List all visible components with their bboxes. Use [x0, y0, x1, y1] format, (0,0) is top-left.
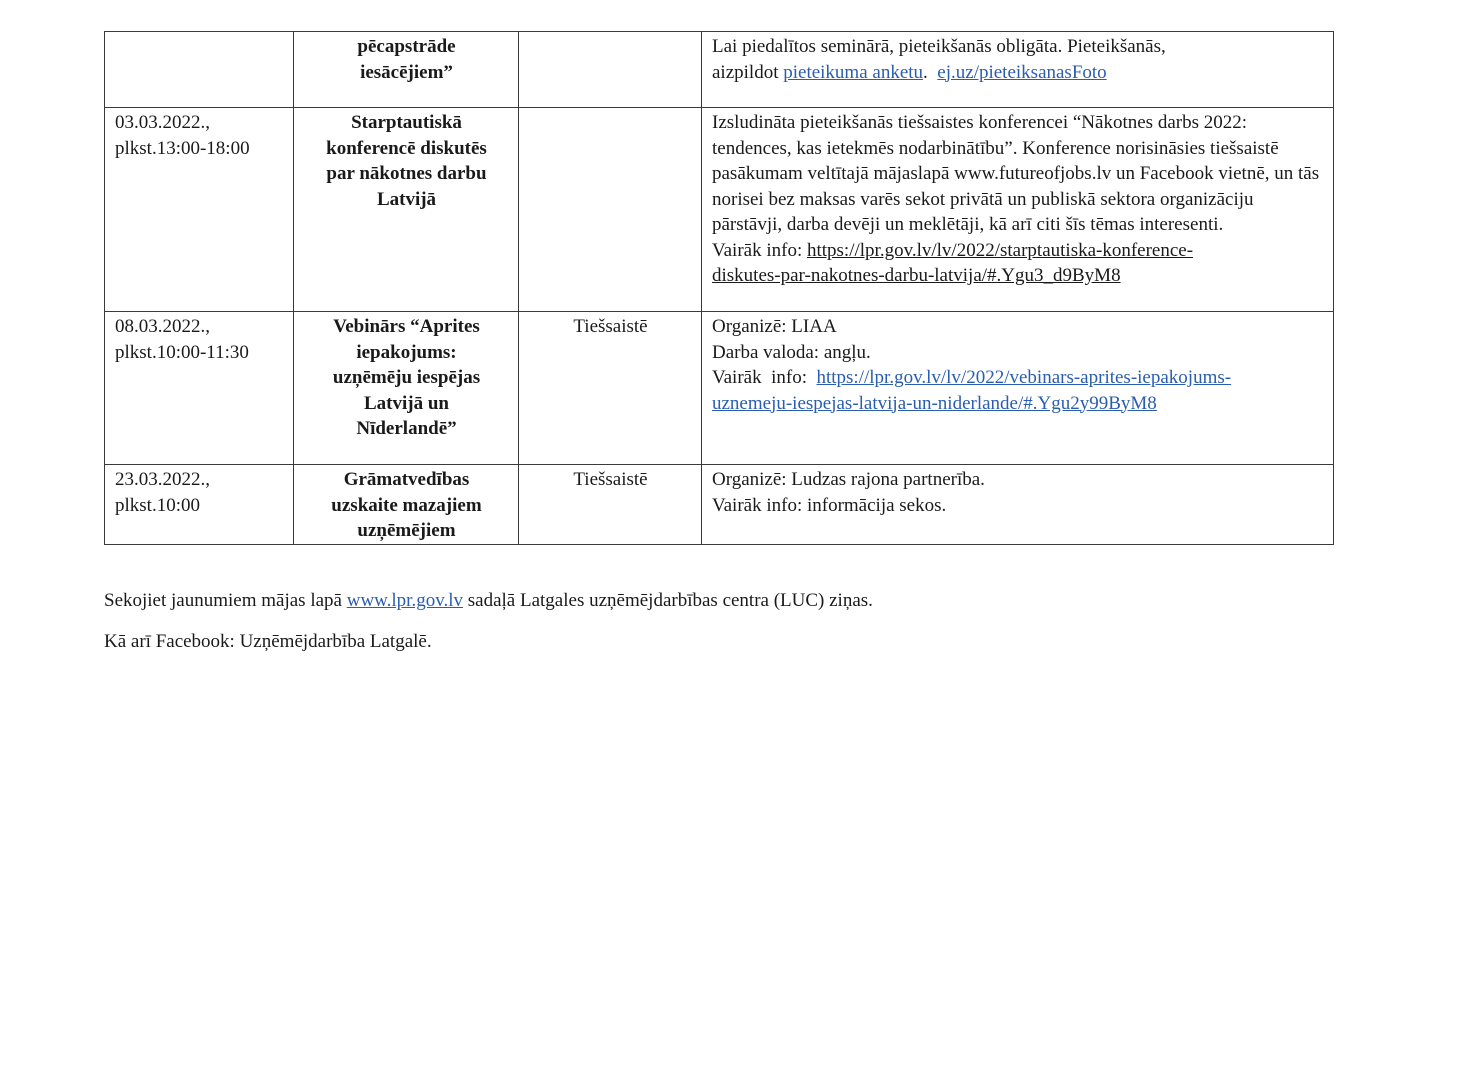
organizer: Organizē: LIAA [712, 316, 837, 337]
event-description: Lai piedalītos seminārā, pieteikšanās obligāta. Pieteikšanās, aizpildot pieteikuma anketu. ej.uz/pieteiksanasFoto [702, 32, 1334, 108]
event-title: Vebinārs “Aprites iepakojums: uzņēmēju iespējas Latvijā un Nīderlandē” [294, 312, 519, 465]
date-cell [105, 312, 294, 465]
more-info-link-continued[interactable]: diskutes-par-nakotnes-darbu-latvija/#.Ygu3_d9ByM8 [712, 265, 1121, 286]
more-info-link-continued[interactable]: uznemeju-iespejas-latvija-un-niderlande/#.Ygu2y99ByM8 [712, 392, 1157, 414]
organizer: Organizē: Ludzas rajona partnerība. [712, 469, 985, 490]
event-venue [519, 108, 702, 312]
event-time: plkst.13:00-18:00 [115, 137, 250, 159]
language: Darba valoda: angļu. [712, 341, 871, 363]
table-row [105, 465, 1334, 545]
event-date: 03.03.2022., [115, 112, 210, 133]
registration-short-link[interactable]: ej.uz/pieteiksanasFoto [937, 61, 1107, 83]
events-table [104, 31, 1334, 545]
table-row [105, 312, 1334, 465]
footer-facebook-paragraph: Kā arī Facebook: Uzņēmējdarbība Latgalē. [104, 631, 432, 652]
event-title: Grāmatvedības uzskaite mazajiem uzņēmējiem [294, 465, 519, 545]
footer-news-paragraph: Sekojiet jaunumiem mājas lapā www.lpr.gov.lv sadaļā Latgales uzņēmējdarbības centra (LUC) ziņas. [104, 590, 873, 611]
website-link[interactable]: www.lpr.gov.lv [346, 590, 464, 611]
event-venue: Tiešsaistē [519, 312, 702, 465]
event-time: plkst.10:00-11:30 [115, 341, 249, 363]
event-description [702, 465, 1334, 545]
application-form-link[interactable]: pieteikuma anketu [783, 61, 924, 83]
event-description: Organizē: LIAA Darba valoda: angļu. Vairāk info: https://lpr.gov.lv/lv/2022/vebinars-aprites-iepakojums- uznemeju-iespejas-latvija-un-niderlande/#.Ygu2y99ByM8 [702, 312, 1334, 465]
event-title: pēcapstrāde iesācējiem” [294, 32, 519, 108]
more-info-link[interactable]: https://lpr.gov.lv/lv/2022/vebinars-aprites-iepakojums- [816, 367, 1232, 388]
event-title: Starptautiskā konferencē diskutēs par nākotnes darbu Latvijā [294, 108, 519, 312]
description-text: Izsludināta pieteikšanās tiešsaistes konferencei “Nākotnes darbs 2022: tendences, kas ietekmēs nodarbinātību”. Konference norisināsies tiešsaistē pasākumam veltītajā mājaslapā www.futureofjobs.lv un Facebook vietnē, un tās norisei bez maksas varēs sekot privātā un publiskā sektora organizāciju pārstāvji, darba devēji un meklētāji, kā arī citi šīs tēmas interesenti. [712, 112, 1320, 235]
table-row [105, 108, 1334, 312]
event-venue [519, 32, 702, 108]
date-cell [105, 108, 294, 312]
event-date: 23.03.2022., [115, 469, 210, 490]
event-date: 08.03.2022., [115, 316, 210, 337]
event-venue: Tiešsaistē [519, 465, 702, 545]
event-time: plkst.10:00 [115, 494, 200, 516]
more-info: Vairāk info: informācija sekos. [712, 494, 947, 516]
more-info-link[interactable]: https://lpr.gov.lv/lv/2022/starptautiska-konference- [806, 239, 1194, 261]
date-cell [105, 465, 294, 545]
table-row [105, 32, 1334, 108]
event-description: Izsludināta pieteikšanās tiešsaistes konferencei “Nākotnes darbs 2022: tendences, kas ietekmēs nodarbinātību”. Konference norisināsies tiešsaistē pasākumam veltītajā mājaslapā www.futureofjobs.lv un Facebook vietnē, un tās norisei bez maksas varēs sekot privātā un publiskā sektora organizāciju pārstāvji, darba devēji un meklētāji, kā arī citi šīs tēmas interesenti. Vairāk info: https://lpr.gov.lv/lv/2022/starptautiska-konference- diskutes-par-nakotnes-darbu-latvija/#.Ygu3_d9ByM8 [702, 108, 1334, 312]
date-cell [105, 32, 294, 108]
